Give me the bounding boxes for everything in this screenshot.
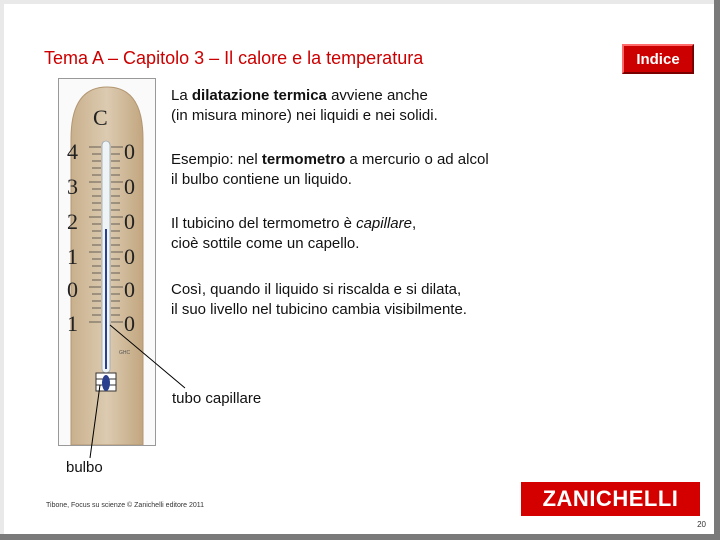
p2-text-c: a mercurio o ad alcol (345, 151, 489, 168)
p1-text-d: (in misura minore) nei liquidi e nei solidi. (171, 107, 438, 124)
svg-text:0: 0 (124, 139, 135, 164)
p2-text-a: Esempio: nel (171, 151, 262, 168)
p2-bold: termometro (261, 151, 346, 168)
unit-label: C (93, 105, 108, 130)
svg-text:2: 2 (67, 209, 78, 234)
p3-text-d: cioè sottile come un capello. (171, 235, 360, 252)
paragraph-dilatazione (171, 86, 591, 126)
zanichelli-logo: ZANICHELLI (521, 482, 700, 516)
p2-text-d: il bulbo contiene un liquido. (171, 171, 352, 188)
svg-text:0: 0 (124, 244, 135, 269)
capillare-leader (110, 325, 185, 388)
svg-text:GHC: GHC (119, 350, 131, 356)
paragraph-capillare (171, 214, 591, 254)
svg-text:0: 0 (124, 174, 135, 199)
svg-text:0: 0 (124, 277, 135, 302)
paragraph-termometro (171, 150, 591, 190)
svg-text:0: 0 (67, 277, 78, 302)
paragraph-dilata (171, 280, 591, 320)
label-bulbo: bulbo (66, 459, 103, 476)
bulbo-leader (90, 385, 100, 458)
svg-text:4: 4 (67, 139, 78, 164)
footer-credit: Tibone, Focus su scienze © Zanichelli editore 2011 (46, 502, 205, 509)
slide-title: Tema A – Capitolo 3 – Il calore e la temperatura (44, 48, 424, 68)
p3-italic: capillare (356, 215, 412, 232)
p1-bold: dilatazione termica (191, 87, 327, 104)
p1-text-c: avviene anche (326, 87, 428, 104)
p3-text-a: Il tubicino del termometro è (171, 215, 357, 232)
p3-text-c: , (411, 215, 417, 232)
page-number: 20 (697, 520, 706, 529)
p4-text-b: il suo livello nel tubicino cambia visibilmente. (171, 301, 467, 318)
svg-text:0: 0 (124, 209, 135, 234)
svg-text:1: 1 (67, 244, 78, 269)
p1-text-a: La (171, 87, 192, 104)
svg-text:0: 0 (124, 311, 135, 336)
svg-text:3: 3 (67, 174, 78, 199)
index-button[interactable]: Indice (622, 44, 694, 74)
p4-text-a: Così, quando il liquido si riscalda e si dilata, (171, 281, 462, 298)
label-tubo-capillare: tubo capillare (172, 390, 262, 407)
svg-text:1: 1 (67, 311, 78, 336)
